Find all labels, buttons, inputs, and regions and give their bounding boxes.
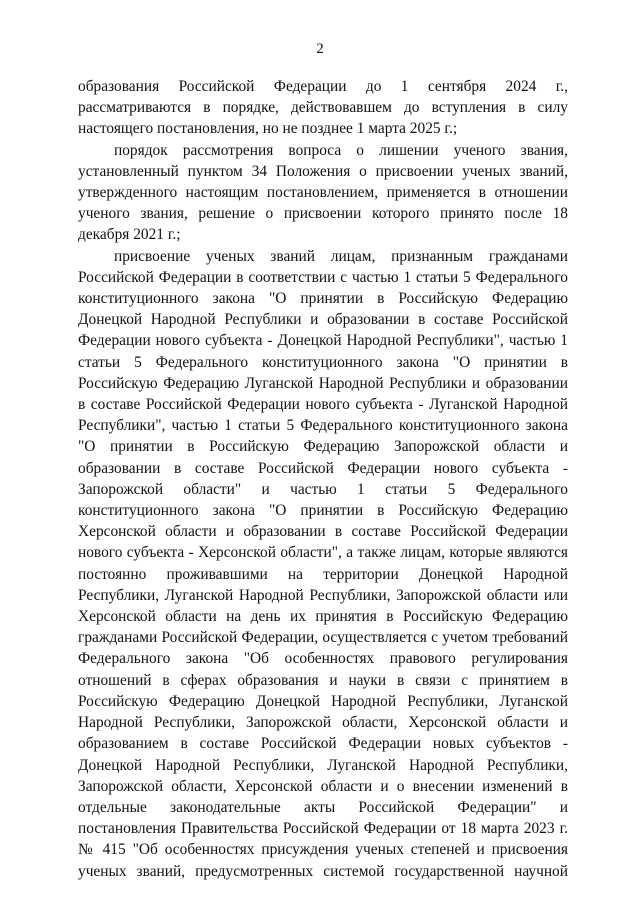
paragraph-revocation-procedure: порядок рассмотрения вопроса о лишении ученого звания, установленный пунктом 34 Положения о присвоении ученых званий, утвержденного настоящим постановлением, применяется в отношении ученого звания, решение о присвоении которого принято после 18 декабря 2021 г.; bbox=[78, 141, 568, 244]
paragraph-new-regions-titles: присвоение ученых званий лицам, признанным гражданами Российской Федерации в соответствии с частью 1 статьи 5 Федерального конституционного закона "О принятии в Российскую Федерацию Донецкой Народной Республики и образовании в составе Российской Федерации нового субъекта - Донецкой Народной Республики", частью 1 статьи 5 Федерального конституционного закона "О принятии в Российскую Федерацию Луганской Народной Республики и образовании в составе Российской Федерации нового субъекта - Луганской Народной Республики", частью 1 статьи 5 Федерального конституционного закона "О принятии в Российскую Федерацию Запорожской области и образовании в составе Российской Федерации нового субъекта - Запорожской области" и частью 1 статьи 5 Федерального конституционного закона "О принятии в Российскую Федерацию Херсонской области и образовании в составе Российской Федерации нового субъекта - Херсонской области", а также лицам, которые являются постоянно проживавшими на территории Донецкой Народной Республики, Луганской Народной Республики, Запорожской области или Херсонской области на день их принятия в Российскую Федерацию гражданами Российской Федерации, осуществляется с учетом требований Федерального закона "Об особенностях правового регулирования отношений в сферах образования и науки в связи с принятием в Российскую Федерацию Донецкой Народной Республики, Луганской Народной Республики, Запорожской области, Херсонской области и образованием в составе Российской Федерации новых субъектов - Донецкой Народной Республики, Луганской Народной Республики, Запорожской области, Херсонской области и о внесении изменений в отдельные законодательные акты Российской Федерации" и постановления Правительства Российской Федерации от 18 марта 2023 г. № 415 "Об особенностях присуждения ученых степеней и присвоения ученых званий, предусмотренных системой государственной научной bbox=[78, 247, 568, 880]
document-body bbox=[78, 76, 568, 882]
paragraph-continuation: образования Российской Федерации до 1 сентября 2024 г., рассматриваются в порядке, действовавшем до вступления в силу настоящего постановления, но не позднее 1 марта 2025 г.; bbox=[78, 78, 568, 138]
page-number: 2 bbox=[316, 41, 324, 57]
